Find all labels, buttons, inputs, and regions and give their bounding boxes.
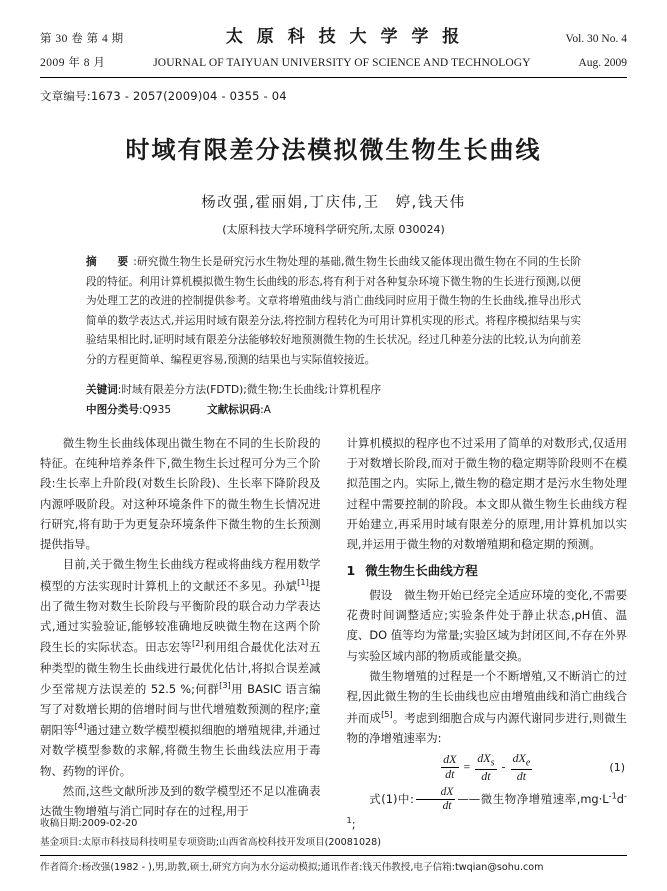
masthead-divider [40,77,627,78]
section-title: 微生物生长曲线方程 [365,563,478,579]
keywords-text: :时域有限差分方法(FDTD);微生物;生长曲线;计算机程序 [117,383,382,396]
abstract [86,253,581,371]
paragraph: 式(1)中: $\frac{dX}{dt}$ ——微生物净增殖速率$,mg\cdot L^{-1}d^{-1}$; [346,785,627,831]
journal-title-en: JOURNAL OF TAIYUAN UNIVERSITY OF SCIENCE AND TECHNOLOGY [153,57,531,69]
equation-term-total: $\frac{dX}{dt}$ [443,752,457,782]
volume-issue-cn: 第 30 卷 第 4 期 [40,33,124,45]
paragraph: 目前,关于微生物生长曲线方程或将曲线方程用数学模型的方法实现时计算机上的文献还不多见。孙斌[1]提出了微生物对数生长阶段与平衡阶段的联合动力学表达式,通过实验验证,能够较准确地反映微生物在这两个阶段生长的实际状态。田志宏等[2]利用组合最优化法对五种类型的微生物生长曲线进行最优化估计,将拟合误差减少至常规方法误差的 52.5 %;何群[3]用 BASIC 语言编写了对数增长期的倍增时间与世代增殖数预测的程序;童朝阳等[4]通过建立数学模型模拟细胞的增殖规律,并通过对数学模型参数的求解,将微生物生长曲线法应用于毒物、药物的评价。 [40,557,321,778]
equation-term-synthesis: $\frac{dX_s}{dt}$ [477,750,495,783]
masthead-row-1 [40,22,627,47]
abstract-text: :研究微生物生长是研究污水生物处理的基础,微生物生长曲线又能体现出微生物在不同的生长阶段的特征。利用计算机模拟微生物生长曲线的形态,将有利于对各种复杂环境下微生物的生长进行预测,以便为处理工艺的改进的控制提供参考。文章将增殖曲线与消亡曲线同时应用于微生物的生长曲线,推导出形式简单的数学表达式,并运用时域有限差分法,将控制方程转化为可用计算机实现的形式。将程序模拟结果与实验结果相比时,证明时域有限差分法能够较好地预测微生物的生长状况。经过几种差分法的比较,认为向前差分的方程更简单、编程更容易,预测的结果也与实际值较接近。 [86,256,582,366]
keywords-label: 关键词 [86,383,118,396]
equation-equals: = [463,759,471,774]
paragraph: 微生物增殖的过程是一个不断增殖,又不断消亡的过程,因此微生物的生长曲线也应由增殖曲线和消亡曲线合并而成[5]。考虑到细胞合成与内源代谢同步进行,则微生物的净增殖速率为: [346,668,627,745]
paragraph: 假设 微生物开始已经完全适应环境的变化,不需要花费时间调整适应;实验条件处于静止状态,pH值、温度、DO 值等均为常量;实验区域为封闭区间,不存在外界与实验区域内部的物质或能量交换。 [346,587,627,663]
clc-value: :Q935 [138,403,172,416]
masthead-row-2 [40,54,627,70]
paragraph: 然而,这些文献所涉及到的数学模型还不足以准确表达微生物增殖与消亡同时存在的过程,用于 [40,783,321,819]
fund-note: 基金项目:太原市科技局科技明星专项资助;山西省高校科技开发项目(20081028) [40,837,381,849]
received-date: 收稿日期:2009-02-20 [40,817,138,829]
column-left [40,433,321,834]
issue-date-cn: 2009 年 8 月 [40,57,106,69]
equation-tag: (1) [609,760,625,774]
section-number: 1 [346,563,356,579]
footnote-divider [40,855,627,856]
article-number: 文章编号:1673 - 2057(2009)04 - 0355 - 04 [40,89,287,103]
doc-code-label: 文献标识码 [207,403,261,416]
masthead [40,22,627,74]
journal-title-cn: 太 原 科 技 大 学 学 报 [225,27,464,47]
equation-minus: - [501,759,506,774]
footnotes [40,816,627,877]
inline-fraction-dxdt: $\frac{dX}{dt}$ [416,786,455,813]
section-heading [347,560,628,582]
column-right [347,433,628,834]
keywords [86,380,581,400]
author-bio: 作者简介:杨改强(1982 - ),男,助教,硕士,研究方向为水分运动模拟;通讯作者:钱天伟教授,电子信箱:twqian@sohu.com [40,862,544,874]
volume-issue-en: Vol. 30 No. 4 [565,33,627,45]
classification-line [86,402,581,417]
equation-1 [347,752,628,784]
paragraph: 计算机模拟的程序也不过采用了简单的对数形式,仅适用于对数增长阶段,而对于微生物的稳定期等阶段则不在模拟范围之内。实际上,微生物的稳定期才是污水生物处理过程中需要控制的阶段。本文即从微生物生长曲线方程开始建立,再采用时域有限差分的原理,用计算机加以实现,并运用于微生物的对数增殖期和稳定期的预测。 [346,435,627,552]
equation-term-decay: $\frac{dX_e}{dt}$ [512,750,531,783]
issue-date-en: Aug. 2009 [578,57,627,69]
paragraph: 微生物生长曲线体现出微生物在不同的生长阶段的特征。在纯种培养条件下,微生物生长过程可分为三个阶段:生长率上升阶段(对数生长阶段)、生长率下降阶段及内源呼吸阶段。对这种环境条件下的微生物生长情况进行研究,将有助于为更复杂环境条件下微生物的生长预测提供指导。 [40,435,321,552]
doc-code-value: :A [260,403,271,416]
author-list: 杨改强,霍丽娟,丁庆伟,王 婷,钱天伟 [201,195,466,211]
page-title: 时域有限差分法模拟微生物生长曲线 [125,136,542,164]
article-body [40,433,627,834]
clc-label: 中图分类号 [86,403,139,416]
abstract-label: 摘 要 [86,256,134,268]
affiliation: (太原科技大学环境科学研究所,太原 030024) [222,223,445,236]
